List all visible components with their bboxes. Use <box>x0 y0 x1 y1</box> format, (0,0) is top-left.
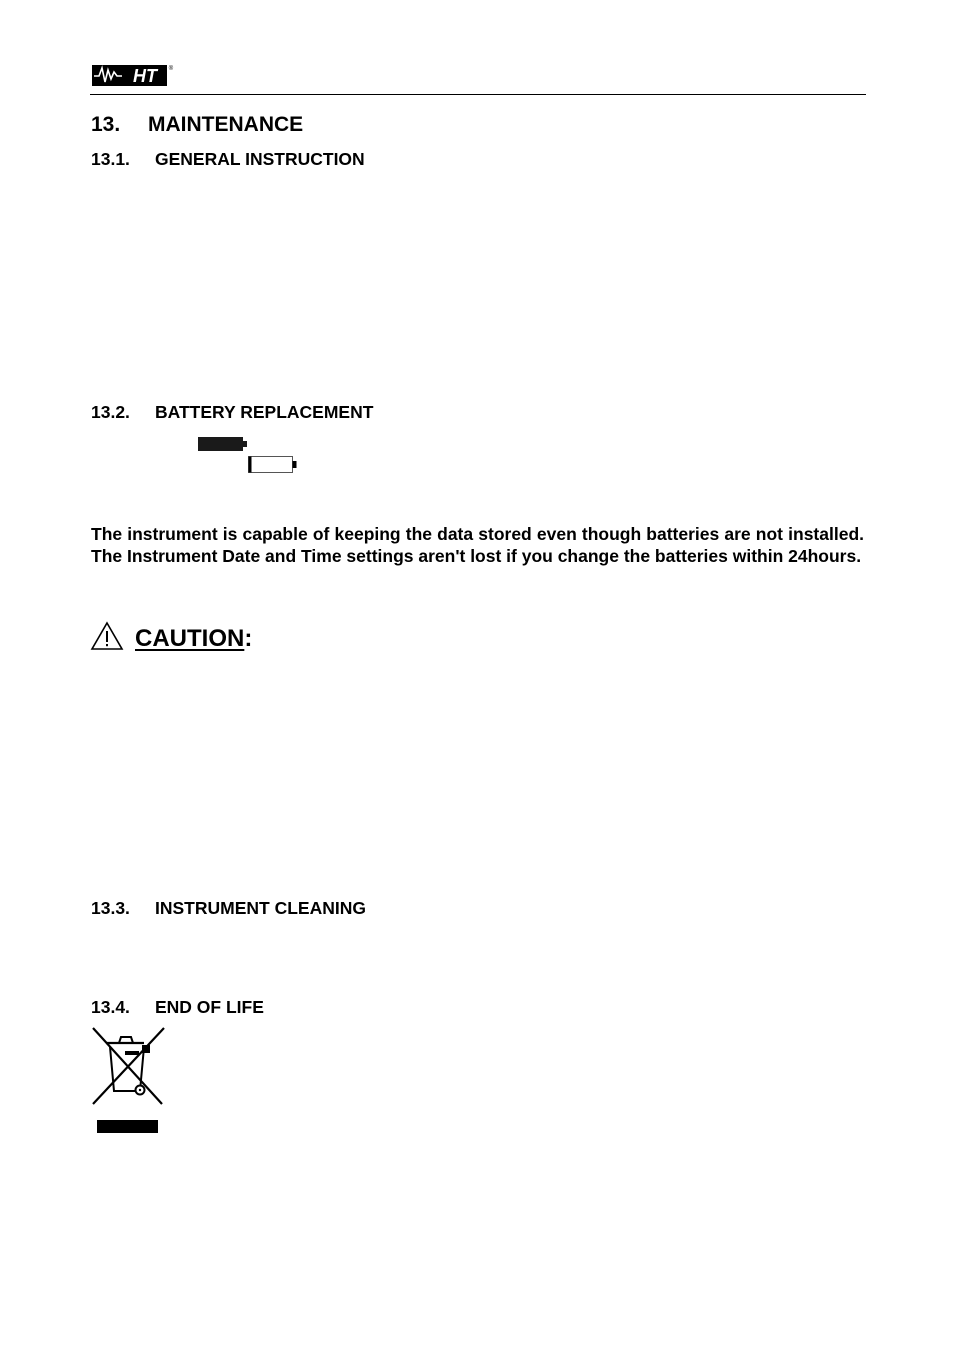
subsection-title: END OF LIFE <box>155 997 264 1017</box>
crossed-out-wheelie-bin-icon <box>90 1025 166 1107</box>
section-heading-maintenance <box>91 113 303 137</box>
subsection-number: 13.4. <box>91 997 130 1017</box>
warning-triangle-icon <box>90 621 124 651</box>
caution-heading <box>135 625 252 653</box>
subsection-heading-instrument-cleaning <box>91 898 366 919</box>
ht-logo <box>92 62 174 88</box>
subsection-number: 13.1. <box>91 149 130 169</box>
subsection-title: GENERAL INSTRUCTION <box>155 149 365 169</box>
logo-text: HT <box>133 66 157 86</box>
battery-note: The instrument is capable of keeping the data stored even though batteries are not installed. The Instrument Date and Time settings aren't lost if you change the batteries within 24hours. <box>91 524 864 566</box>
subsection-title: INSTRUMENT CLEANING <box>155 898 366 918</box>
battery-empty-icon <box>247 455 297 474</box>
caution-label: CAUTION <box>135 625 245 652</box>
header-rule <box>90 94 866 95</box>
subsection-title: BATTERY REPLACEMENT <box>155 402 374 422</box>
section-title: MAINTENANCE <box>148 113 304 136</box>
subsection-number: 13.2. <box>91 402 130 422</box>
logo-trademark: ® <box>168 66 174 72</box>
caution-colon: : <box>244 625 253 652</box>
subsection-heading-general-instruction <box>91 149 365 170</box>
section-number: 13. <box>91 113 121 136</box>
weee-underline-bar <box>97 1120 158 1133</box>
subsection-number: 13.3. <box>91 898 130 918</box>
battery-full-icon <box>198 436 248 452</box>
subsection-heading-end-of-life <box>91 997 264 1018</box>
subsection-heading-battery-replacement <box>91 402 373 423</box>
